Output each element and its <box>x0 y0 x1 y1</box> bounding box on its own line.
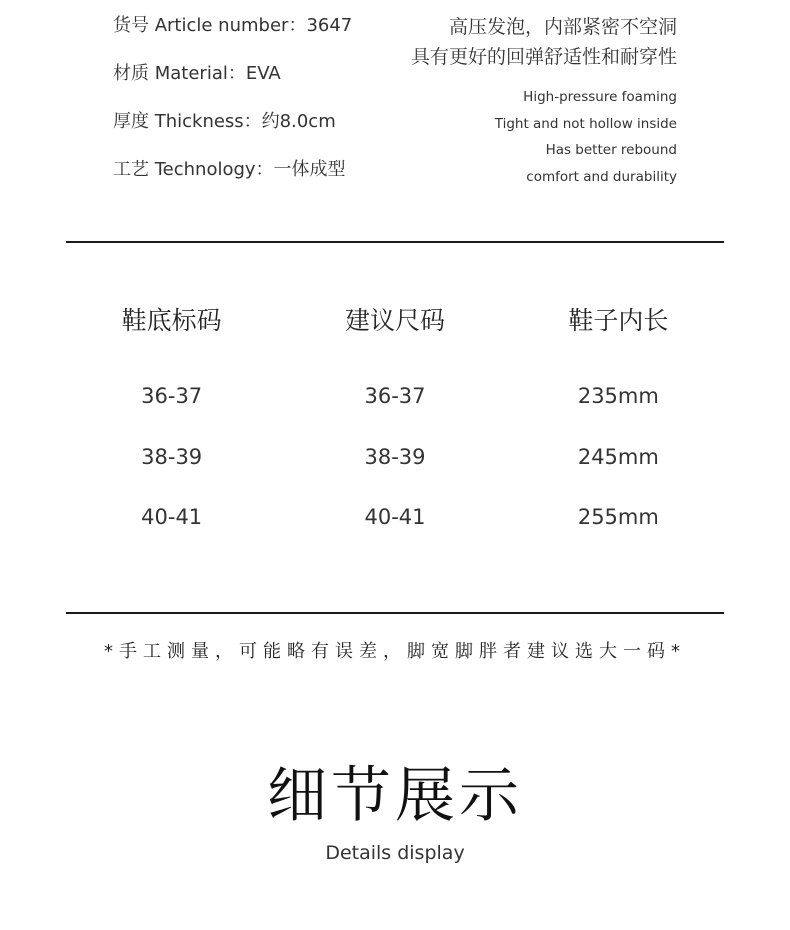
divider-top <box>66 241 724 243</box>
cell-sole-size: 40-41 <box>141 505 203 530</box>
table-row <box>60 427 730 488</box>
cell-inner-length: 245mm <box>577 444 659 469</box>
feature-en-line-3: Has better rebound <box>545 142 677 158</box>
spec-thickness: 厚度 Thickness：约8.0cm <box>113 111 336 132</box>
cell-inner-length: 255mm <box>577 505 659 530</box>
cell-recommended-size: 40-41 <box>364 505 426 530</box>
feature-en-line-2: Tight and not hollow inside <box>494 115 677 132</box>
feature-en-line-4: comfort and durability <box>526 168 677 185</box>
cell-inner-length: 235mm <box>577 384 659 409</box>
spec-technology: 工艺 Technology：一体成型 <box>113 159 346 180</box>
table-row <box>60 487 730 548</box>
spec-material: 材质 Material：EVA <box>113 63 281 84</box>
details-title: 细节展示 <box>267 761 523 831</box>
details-subtitle: Details display <box>325 842 465 864</box>
header-sole-size: 鞋底标码 <box>121 306 222 335</box>
table-row <box>60 366 730 427</box>
measurement-notice: *手工测量，可能略有误差，脚宽脚胖者建议选大一码* <box>104 641 686 662</box>
divider-bottom <box>66 612 724 614</box>
header-inner-length: 鞋子内长 <box>568 306 669 335</box>
cell-sole-size: 38-39 <box>141 444 203 469</box>
size-table-header-row <box>60 290 730 348</box>
cell-recommended-size: 38-39 <box>364 444 426 469</box>
spec-article-number: 货号 Article number：3647 <box>113 15 353 36</box>
feature-description-en <box>495 84 677 190</box>
feature-cn-line-2: 具有更好的回弹舒适性和耐穿性 <box>410 46 677 68</box>
cell-recommended-size: 36-37 <box>364 384 426 409</box>
feature-description-cn <box>411 12 677 72</box>
feature-cn-line-1: 高压发泡，内部紧密不空洞 <box>448 16 677 38</box>
table-spacer <box>60 348 730 366</box>
spec-list <box>113 12 352 204</box>
header-recommended-size: 建议尺码 <box>344 306 445 335</box>
cell-sole-size: 36-37 <box>141 384 203 409</box>
size-table <box>60 290 730 548</box>
feature-en-line-1: High-pressure foaming <box>523 89 677 105</box>
